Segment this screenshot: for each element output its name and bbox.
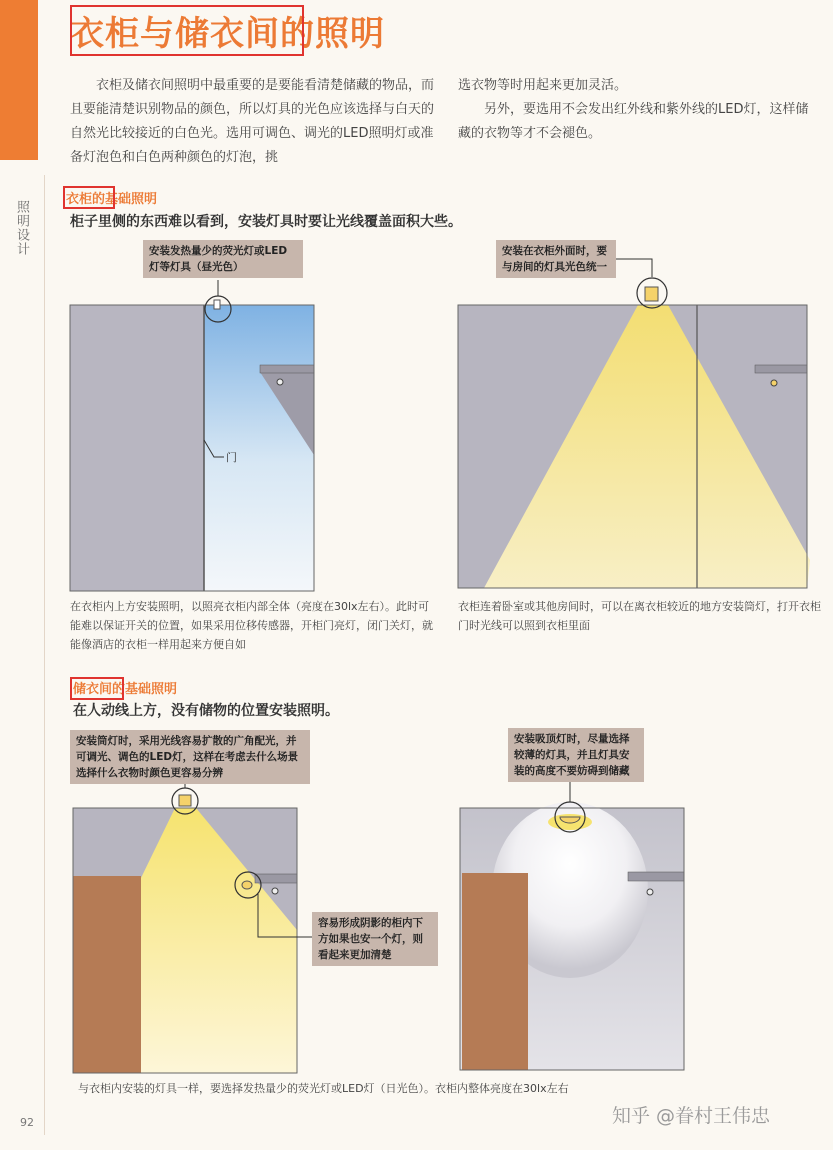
intro-paragraph-1-cont: 选衣物等时用起来更加灵活。 xyxy=(458,78,628,93)
intro-paragraph-2: 另外，要选用不会发出红外线和紫外线的LED灯，这样储藏的衣物等才不会褪色。 xyxy=(458,102,809,141)
s2-left-note-2: 容易形成阴影的柜内下方如果也安一个灯，则看起来更加清楚 xyxy=(312,912,438,966)
cabinet-wood xyxy=(73,876,141,1073)
downlight-icon xyxy=(179,795,191,806)
section2-subtitle: 在人动线上方，没有储物的位置安装照明。 xyxy=(73,703,339,719)
hanger-rod-shelf xyxy=(755,365,807,373)
s1-left-note: 安装发热量少的荧光灯或LED灯等灯具（昼光色） xyxy=(143,240,303,278)
section1-title-suffix: 基础照明 xyxy=(105,192,158,207)
s2-right-note: 安装吸顶灯时，尽量选择较薄的灯具，并且灯具安装的高度不要妨碍到储藏 xyxy=(508,728,644,782)
page-title: 衣柜与储衣间的照明 xyxy=(70,14,385,54)
intro-paragraph-1: 衣柜及储衣间照明中最重要的是要能看清楚储藏的物品，而且要能清楚识别物品的颜色，所以灯具的光色应该选择与白天的自然光比较接近的白色光。选用可调色、调光的LED照明灯或准备灯泡色和白色两种颜色的灯泡，挑 xyxy=(70,78,435,165)
page-number: 92 xyxy=(20,1116,34,1129)
s1-right-caption: 衣柜连着卧室或其他房间时，可以在离衣柜较近的地方安装筒灯，打开衣柜门时光线可以照到衣柜里面 xyxy=(458,600,821,632)
hanger-rod-shelf xyxy=(255,874,297,883)
s2-left-note: 安装筒灯时，采用光线容易扩散的广角配光，并可调光、调色的LED灯，这样在考虑去什么场景选择什么衣物时颜色更容易分辨 xyxy=(70,730,310,784)
wardrobe-left-diagram xyxy=(70,280,314,591)
wardrobe-door-panel xyxy=(70,305,204,591)
fixture-icon xyxy=(214,300,220,309)
s1-right-note: 安装在衣柜外面时，要与房间的灯具光色统一 xyxy=(496,240,616,278)
wardrobe-right-diagram xyxy=(458,259,810,588)
hanger-rod-shelf xyxy=(628,872,684,881)
closet-left-diagram xyxy=(73,778,312,1073)
section2-title-prefix: 储衣间 xyxy=(73,682,113,697)
hanger-rod xyxy=(277,379,283,385)
hanger-rod xyxy=(272,888,278,894)
watermark: 知乎 @眷村王伟忠 xyxy=(612,1105,771,1127)
section2-highlight-box xyxy=(70,677,124,700)
downlight-icon xyxy=(645,287,658,301)
door-label: 门 xyxy=(226,451,237,464)
cabinet-wood xyxy=(462,873,528,1070)
s1-left-caption: 在衣柜内上方安装照明，以照亮衣柜内部全体（亮度在30lx左右）。此时可能难以保证开关的位置，如果采用位移传感器，开柜门亮灯，闭门关灯，就能像酒店的衣柜一样用起来方便自如 xyxy=(70,600,433,651)
side-chapter-label: 照明设计 xyxy=(14,200,29,256)
section1-subtitle: 柜子里侧的东西难以看到，安装灯具时要让光线覆盖面积大些。 xyxy=(70,214,462,230)
s2-caption: 与衣柜内安装的灯具一样，要选择发热量少的荧光灯或LED灯（日光色）。衣柜内整体亮度在30lx左右 xyxy=(78,1082,569,1095)
under-light-icon xyxy=(242,881,252,889)
hanger-rod xyxy=(771,380,777,386)
hanger-rod xyxy=(647,889,653,895)
section2-title-suffix: 的基础照明 xyxy=(112,682,178,697)
hanger-rod-shelf xyxy=(260,365,314,373)
closet-right-diagram xyxy=(460,776,684,1070)
wardrobe-interior xyxy=(204,305,314,591)
section1-title-prefix: 衣柜的 xyxy=(66,192,106,207)
